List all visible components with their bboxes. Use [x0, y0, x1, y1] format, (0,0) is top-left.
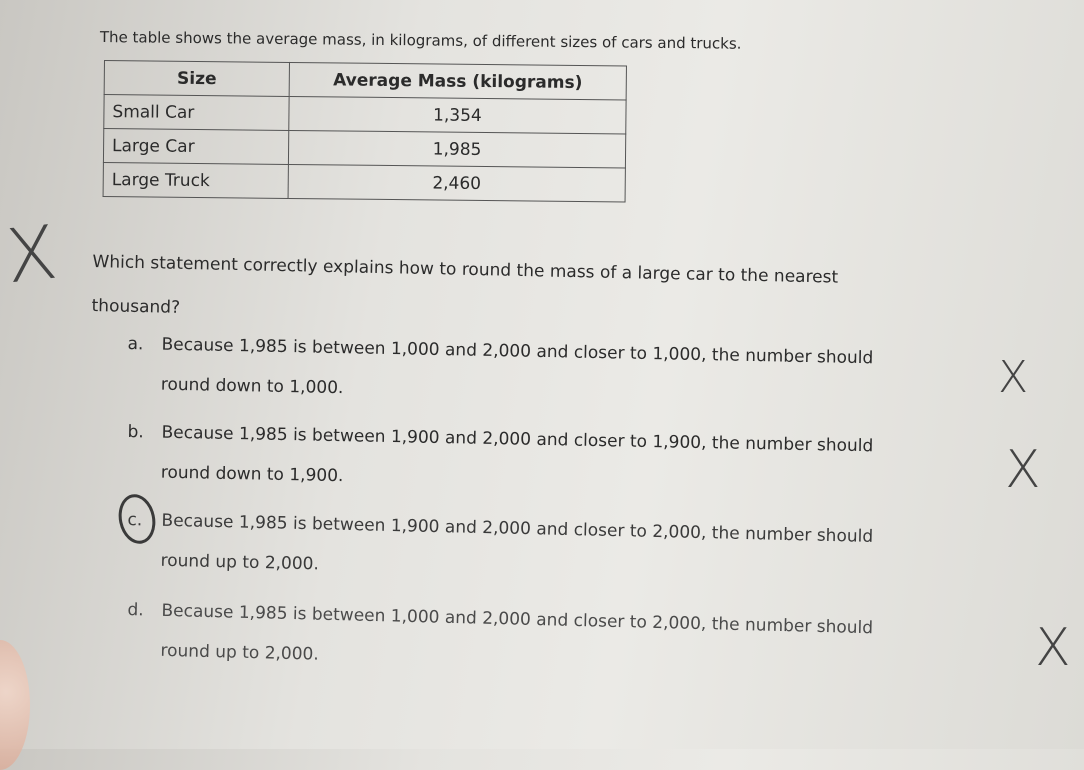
choice-text-line-1: Because 1,985 is between 1,900 and 2,000 and closer to 1,900, the number should	[161, 422, 874, 457]
choice-text-line-1: Because 1,985 is between 1,000 and 2,000 and closer to 1,000, the number should	[161, 334, 874, 369]
table-header-row	[104, 61, 626, 100]
table-row	[104, 95, 626, 134]
table-row	[103, 162, 625, 201]
choice-text-line-2: round up to 2,000.	[160, 640, 320, 665]
choice-letter: d.	[127, 599, 144, 621]
choice-text-line-2: round down to 1,900.	[160, 462, 344, 487]
choice-text-line-2: round up to 2,000.	[160, 550, 320, 575]
cell-size: Large Car	[103, 129, 288, 165]
choice-b[interactable]	[126, 412, 997, 509]
choice-letter: b.	[127, 421, 145, 443]
handwritten-x-mark-a: X	[998, 352, 1029, 403]
choice-letter: a.	[127, 333, 144, 355]
question-line-2: thousand?	[91, 295, 181, 318]
handwritten-x-mark-b: X	[1005, 440, 1041, 500]
cell-size: Large Truck	[103, 162, 288, 198]
choice-letter: c.	[127, 509, 143, 531]
choice-text-line-1: Because 1,985 is between 1,900 and 2,000 and closer to 2,000, the number should	[161, 510, 874, 547]
cell-size: Small Car	[104, 95, 289, 131]
header-size: Size	[104, 61, 289, 97]
table-row	[103, 129, 625, 168]
handwritten-x-mark-d: X	[1035, 618, 1071, 678]
intro-text: The table shows the average mass, in kilograms, of different sizes of cars and trucks.	[99, 28, 742, 53]
cell-mass: 2,460	[288, 164, 625, 202]
choice-text-line-2: round down to 1,000.	[160, 374, 344, 399]
finger-shadow	[0, 640, 30, 770]
header-average-mass: Average Mass (kilograms)	[289, 62, 626, 100]
choice-a[interactable]	[126, 324, 997, 421]
cell-mass: 1,985	[288, 130, 625, 168]
choice-text-line-1: Because 1,985 is between 1,000 and 2,000 and closer to 2,000, the number should	[161, 600, 874, 639]
handwritten-x-mark-question: X	[1, 209, 62, 301]
choice-d[interactable]	[126, 590, 998, 691]
mass-table	[103, 60, 627, 202]
choice-c[interactable]	[126, 500, 998, 600]
question-line-1: Which statement correctly explains how to round the mass of a large car to the nearest	[92, 251, 839, 288]
cell-mass: 1,354	[289, 96, 626, 134]
